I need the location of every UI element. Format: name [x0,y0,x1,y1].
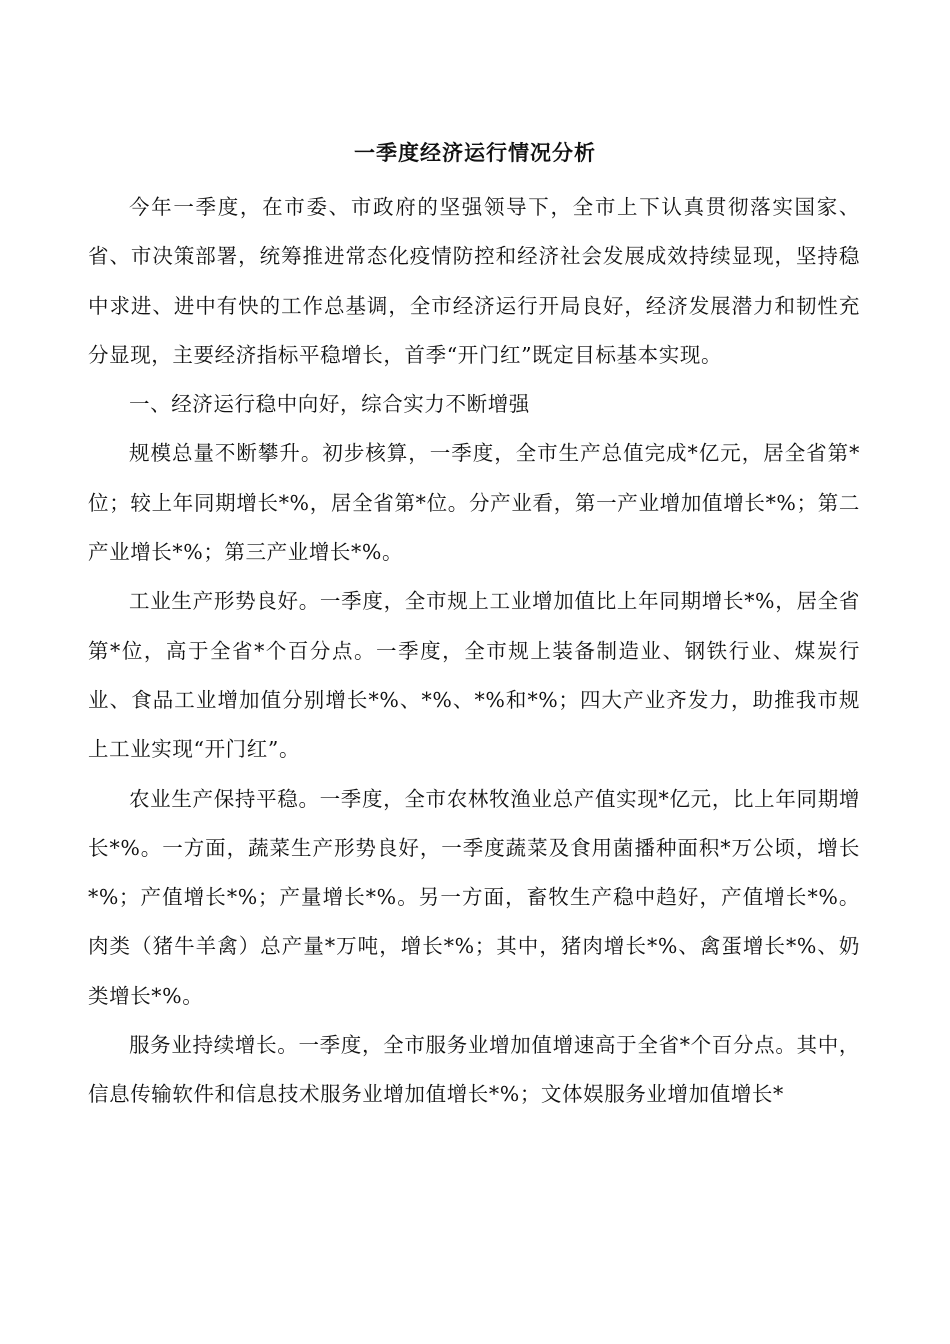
paragraph-agriculture: 农业生产保持平稳。一季度，全市农林牧渔业总产值实现*亿元，比上年同期增长*%。一方面，蔬菜生产形势良好，一季度蔬菜及食用菌播种面积*万公顷，增长*%；产值增长*%；产量增长*%。另一方面，畜牧生产稳中趋好，产值增长*%。肉类（猪牛羊禽）总产量*万吨，增长*%；其中，猪肉增长*%、禽蛋增长*%、奶类增长*%。 [88,786,860,1008]
paragraph-services: 服务业持续增长。一季度，全市服务业增加值增速高于全省*个百分点。其中，信息传输软件和信息技术服务业增加值增长*%；文体娱服务业增加值增长* [88,1033,860,1107]
paragraph-industry: 工业生产形势良好。一季度，全市规上工业增加值比上年同期增长*%，居全省第*位，高于全省*个百分点。一季度，全市规上装备制造业、钢铁行业、煤炭行业、食品工业增加值分别增长*%、*%、*%和*%；四大产业齐发力，助推我市规上工业实现“开门红”。 [88,589,860,762]
document-title: 一季度经济运行情况分析 [354,140,596,165]
paragraph-scale: 规模总量不断攀升。初步核算，一季度，全市生产总值完成*亿元，居全省第*位；较上年同期增长*%，居全省第*位。分产业看，第一产业增加值增长*%；第二产业增长*%；第三产业增长*%。 [88,441,860,565]
document-body [88,183,860,1120]
paragraph-intro: 今年一季度，在市委、市政府的坚强领导下，全市上下认真贯彻落实国家、省、市决策部署，统筹推进常态化疫情防控和经济社会发展成效持续显现，坚持稳中求进、进中有快的工作总基调，全市经济运行开局良好，经济发展潜力和韧性充分显现，主要经济指标平稳增长，首季“开门红”既定目标基本实现。 [88,195,860,367]
section-heading: 一、经济运行稳中向好，综合实力不断增强 [129,392,530,417]
